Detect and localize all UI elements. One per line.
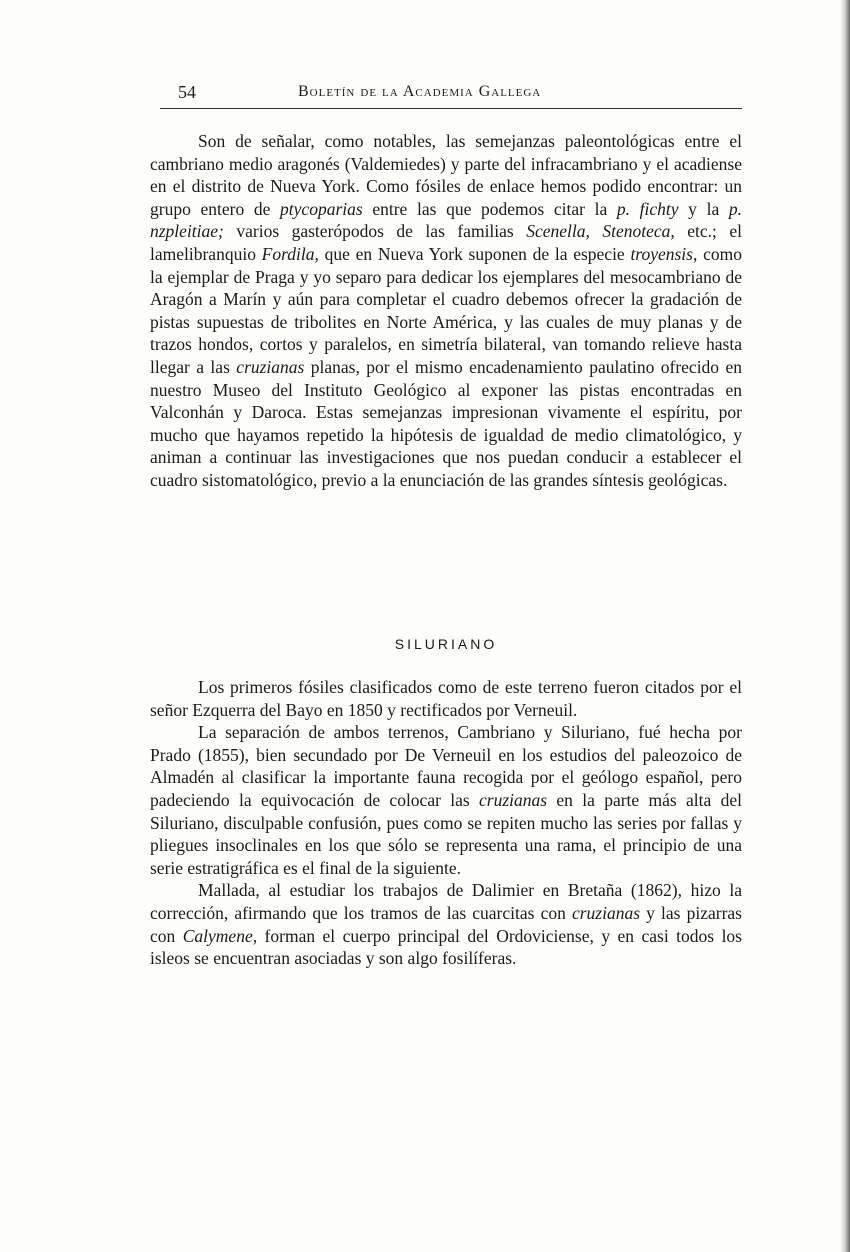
text-run: y la [678,198,729,219]
paragraph [150,721,742,879]
italic-term: ptycoparias [280,198,363,219]
page-edge-shadow [840,0,850,1252]
italic-term: cruzianas [236,356,305,377]
text-run: Mallada, al estudiar los trabajos de Dalimier en Bretaña (1862), hizo la corrección, afirmando que los tramos de las cuarcitas con [150,880,742,923]
italic-term: Fordila, [261,243,319,264]
text-run: entre las que podemos citar la [362,198,617,219]
paragraph [150,130,742,492]
italic-term: cruzianas [479,789,548,810]
italic-term: Calymene, [182,925,258,946]
text-run: etc.; el lamelibranquio [150,221,742,264]
text-run: como la ejemplar de Praga y yo separo para dedicar los ejemplares del mesocambriano de Aragón a Marín y aún para completar el cuadro debemos ofrecer la gradación de pistas supuestas de tribolites en Norte América, y las cuales de muy planas y de trazos hondos, cortos y paralelos, en simetría bilateral, van tomando relieve hasta llegar a las [150,243,742,377]
text-run: varios gasterópodos de las familias [223,221,527,242]
running-title: Boletín de la Academia Gallega [298,83,542,100]
text-block-siluriano [150,676,742,970]
text-run: en la parte más alta del Siluriano, disculpable confusión, pues como se repiten mucho las series por fallas y pliegues insoclinales en los que sólo se representa una rama, el principio de una serie estratigráfica es el final de la siguiente. [150,789,742,878]
text-block-cambriano [150,130,742,492]
italic-term: Scenella, Stenoteca, [526,221,675,242]
text-run: y las pizarras con [150,902,742,946]
text-run: Los primeros fósiles clasificados como de este terreno fueron citados por el señor Ezquerra del Bayo en 1850 y rectificados por Verneuil. [150,677,742,720]
italic-term: p. nzpleitiae; [150,198,743,242]
text-run: planas, por el mismo encadenamiento paulatino ofrecido en nuestro Museo del Instituto Geológico al exponer las pistas encontradas en Valconhán y Daroca. Estas semejanzas impresionan vivamente el espíritu, por mucho que hayamos repetido la hipótesis de igualdad de medio climatológico, y animan a continuar las investigaciones que nos puedan conducir a establecer el cuadro sistomatológico, previo a la enunciación de las grandes síntesis geológicas. [150,356,742,490]
italic-term: troyensis, [630,243,698,264]
page-header [160,78,742,109]
text-run: Son de señalar, como notables, las semejanzas paleontológicas entre el cambriano medio aragonés (Valdemiedes) y parte del infracambriano y el acadiense en el distrito de Nueva York. Como fósiles de enlace hemos podido encontrar: un grupo entero de [150,131,742,219]
text-run: forman el cuerpo principal del Ordoviciense, y en casi todos los isleos se encuentran asociadas y son algo fosilíferas. [150,925,742,969]
text-run: La separación de ambos terrenos, Cambriano y Siluriano, fué hecha por Prado (1855), bien secundado por De Verneuil en los estudios del paleozoico de Almadén al clasificar la importante fauna recogida por el geólogo español, pero padeciendo la equivocación de colocar las [150,722,742,810]
italic-term: p. fichty [616,198,679,219]
italic-term: cruzianas [571,902,641,923]
paragraph [150,676,742,721]
paragraph [150,879,742,969]
page-number: 54 [178,82,196,102]
section-heading-siluriano: SILURIANO [394,636,498,652]
text-run: que en Nueva York suponen de la especie [318,243,631,264]
